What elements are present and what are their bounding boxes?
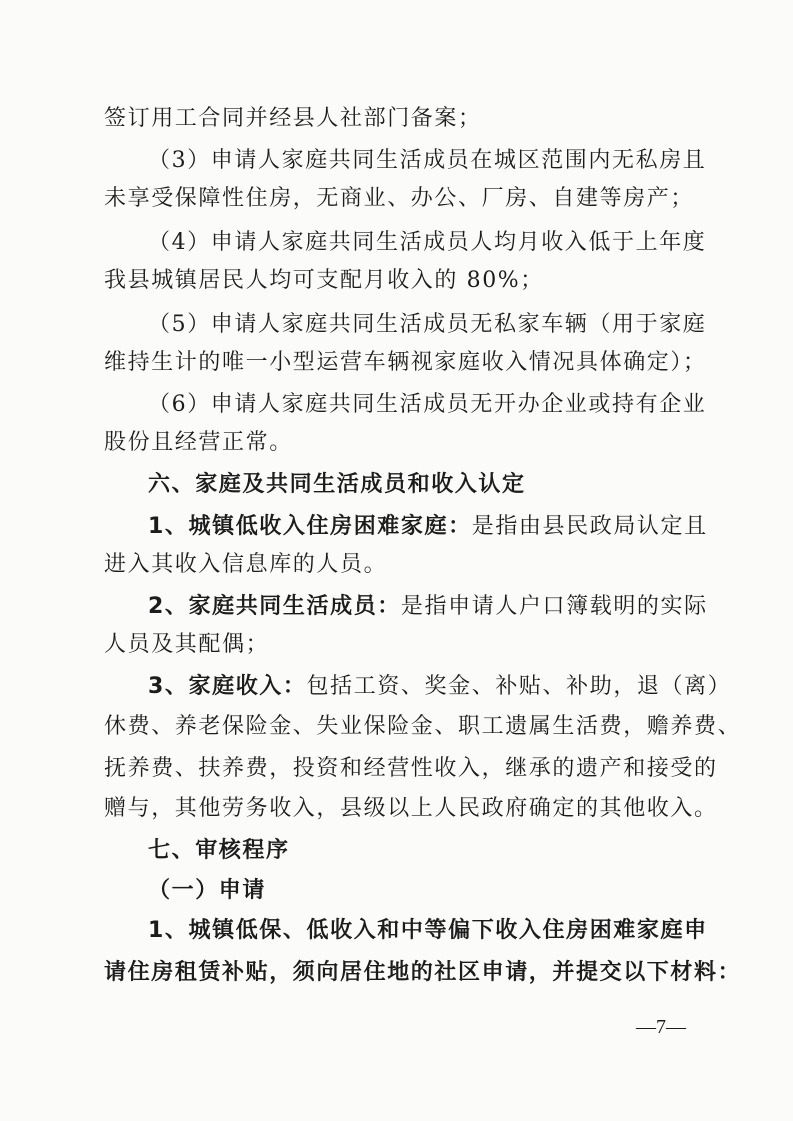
- paragraph-line: 未享受保障性住房，无商业、办公、厂房、自建等房产；: [104, 186, 695, 211]
- paragraph-line: 赠与，其他劳务收入，县级以上人民政府确定的其他收入。: [104, 796, 718, 821]
- subsection-heading: （一）申请: [148, 878, 267, 903]
- definition-term: 1、城镇低收入住房困难家庭：: [148, 514, 472, 539]
- definition-text: 是指申请人户口簿载明的实际: [400, 594, 708, 619]
- page-number: —7—: [636, 1016, 686, 1038]
- paragraph-line: 股份且经营正常。: [104, 430, 293, 455]
- paragraph-line: 进入其收入信息库的人员。: [104, 552, 388, 577]
- list-item-6: （6）申请人家庭共同生活成员无开办企业或持有企业: [148, 392, 707, 417]
- paragraph-line: 签订用工合同并经县人社部门备案；: [104, 106, 482, 131]
- definition-line-3: [148, 672, 732, 702]
- section-heading-7: 七、审核程序: [148, 838, 290, 863]
- definition-text: 包括工资、奖金、补贴、补助，退（离）: [306, 674, 732, 699]
- paragraph-line: 1、城镇低保、低收入和中等偏下收入住房困难家庭申: [148, 918, 708, 943]
- paragraph-line: 休费、养老保险金、失业保险金、职工遗属生活费，赡养费、: [104, 714, 742, 739]
- list-item-5: （5）申请人家庭共同生活成员无私家车辆（用于家庭: [148, 312, 707, 337]
- definition-term: 3、家庭收入：: [148, 674, 307, 699]
- definition-line-2: [148, 592, 708, 622]
- section-heading-6: 六、家庭及共同生活成员和收入认定: [148, 472, 526, 497]
- paragraph-line: 我县城镇居民人均可支配月收入的 80%；: [104, 268, 544, 293]
- paragraph-line: 抚养费、扶养费，投资和经营性收入，继承的遗产和接受的: [104, 756, 718, 781]
- paragraph-line: 请住房租赁补贴，须向居住地的社区申请，并提交以下材料：: [104, 960, 742, 985]
- definition-text: 是指由县民政局认定且: [471, 514, 708, 539]
- definition-line-1: [148, 512, 708, 542]
- definition-term: 2、家庭共同生活成员：: [148, 594, 401, 619]
- paragraph-line: 维持生计的唯一小型运营车辆视家庭收入情况具体确定）；: [104, 350, 707, 375]
- paragraph-line: 人员及其配偶；: [104, 632, 270, 657]
- list-item-3: （3）申请人家庭共同生活成员在城区范围内无私房且: [148, 148, 707, 173]
- list-item-4: （4）申请人家庭共同生活成员人均月收入低于上年度: [148, 230, 707, 255]
